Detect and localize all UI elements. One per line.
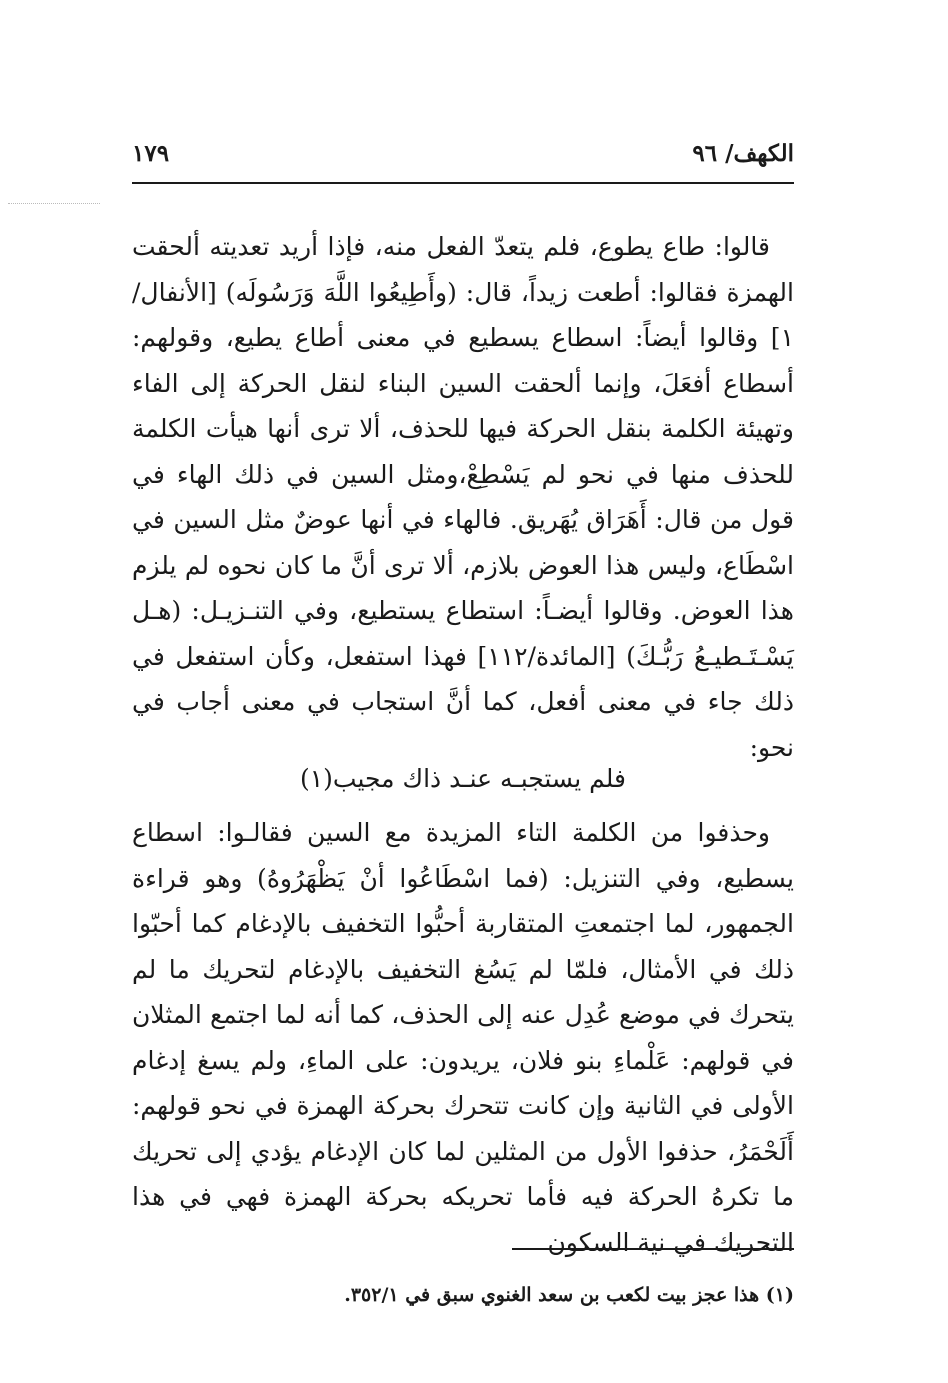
paragraph-2: وحذفوا من الكلمة التاء المزيدة مع السين فقالـوا: اسطاع يسطيع، وفي التنزيل: (فما اسْطَاعُوا أنْ يَظْهَرُوهُ) وهو قراءة الجمهور، لما اجتمعتِ المتقاربة أحبُّوا التخفيف بالإدغام كما أحبّوا ذلك في الأمثال، فلمّا لم يَسُغ التخفيف بالإدغام لتحريك ما لم يتحرك في موضع عُدِل عنه إلى الحذف، كما أنه لما اجتمع المثلان في قولهم: عَلْماءِ بنو فلان، يريدون: على الماءِ، ولم يسغ إدغام الأولى في الثانية وإن كانت تتحرك بحركة الهمزة في نحو قولهم: أَلَحْمَرُ، حذفوا الأول من المثلين لما كان الإدغام يؤدي إلى تحريك ما تكرهُ الحركة فيه فأما تحريكه بحركة الهمزة فهي في هذا التحريك في نية السكون [132,818,795,1257]
running-header [132,140,794,180]
footnote-1: (١) هذا عجز بيت لكعب بن سعد الغنوي سبق في ٣٥٢/١. [344,1284,794,1306]
scan-artifact-line [8,203,100,204]
header-surah-title: الكهف/ ٩٦ [692,140,794,167]
page-number: ١٧٩ [132,140,170,167]
main-text-block [132,224,794,770]
paragraph-1: قالوا: طاع يطوع، فلم يتعدّ الفعل منه، فإذا أريد تعديته ألحقت الهمزة فقالوا: أطعت زيداً، قال: (وأَطِيعُوا اللَّهَ وَرَسُولَه) [الأنفال/١] وقالوا أيضاً: اسطاع يسطيع في معنى أطاع يطيع، وقولهم: أسطاع أفعَلَ، وإنما ألحقت السين البناء لنقل الحركة إلى الفاء وتهيئة الكلمة بنقل الحركة فيها للحذف، ألا ترى أنها هيأت الكلمة للحذف منها في نحو لم يَسْطِعْ،ومثل السين في ذلك الهاء في قول من قال: أَهَرَاق يُهَريق. فالهاء في أنها عوضٌ مثل السين في اسْطَاع، وليس هذا العوض بلازم، ألا ترى أنَّ ما كان نحوه لم يلزم هذا العوض. وقالوا أيضـاً: استطاع يستطيع، وفي التنـزيـل: (هـل يَسْـتَـطيـعُ رَبُّـكَ) [المائدة/١١٢] فهذا استفعل، وكأن استفعل في ذلك جاء في معنى أفعل، كما أنَّ استجاب في معنى أجاب في نحو: [132,232,795,762]
header-divider [132,182,794,184]
footnote-divider [512,1248,794,1250]
main-text-block-2 [132,810,794,1265]
poetry-verse: فلم يستجبـه عنـد ذاك مجيب(١) [299,764,627,793]
